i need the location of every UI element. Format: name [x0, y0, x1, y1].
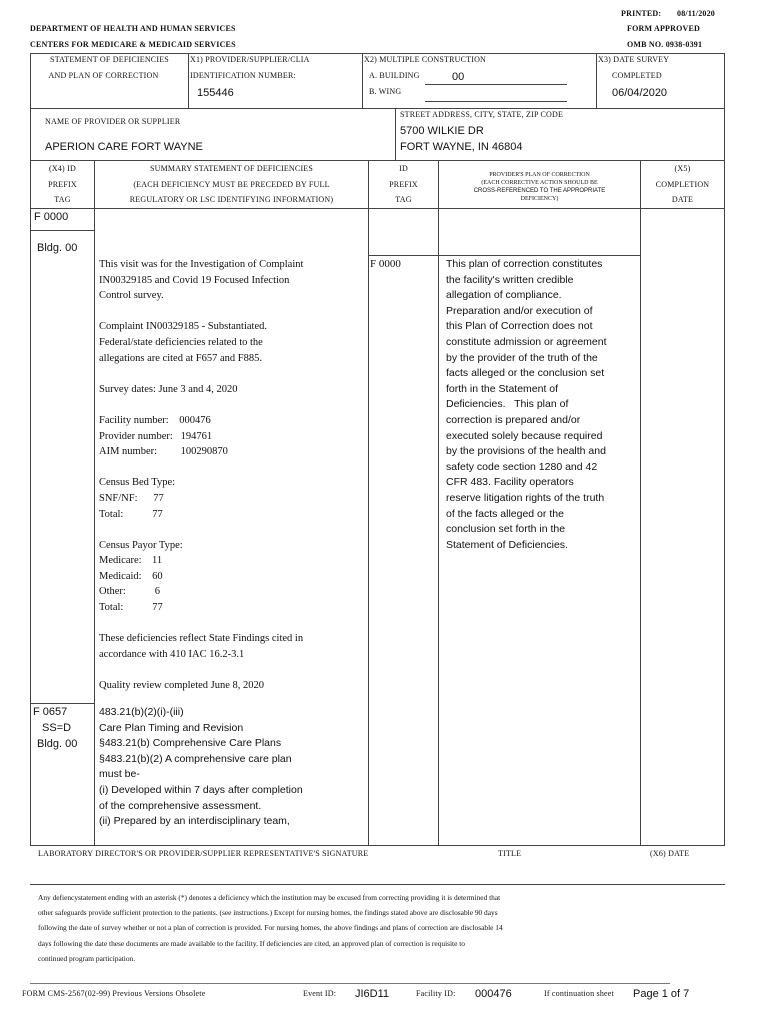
- signature-label: LABORATORY DIRECTOR'S OR PROVIDER/SUPPLIER REPRESENTATIVE'S SIGNATURE: [38, 849, 369, 858]
- summary-line: [99, 662, 303, 678]
- plan-line: forth in the Statement of: [446, 382, 559, 395]
- plan-line: by the provisions of the health and: [446, 445, 606, 458]
- plan-line: of the facts alleged or the: [446, 507, 564, 520]
- summary-line: Total: 77: [99, 602, 163, 614]
- x5-label: (X5): [674, 164, 691, 173]
- summary-line: These deficiencies reflect State Findings cited in: [99, 633, 304, 645]
- plan-of-correction-text: [446, 257, 607, 553]
- plan-header-4: DEFICIENCY): [520, 196, 559, 202]
- id-prefix-label: PREFIX: [389, 180, 418, 189]
- plan-line: Statement of Deficiencies.: [446, 538, 568, 551]
- summary-line: Federal/state deficiencies related to the: [99, 336, 263, 348]
- plan-line: Deficiencies. This plan of: [446, 398, 569, 411]
- printed-label: PRINTED:: [621, 9, 662, 18]
- printed-date: 08/11/2020: [677, 9, 716, 18]
- summary-line: Complaint IN00329185 - Substantiated.: [99, 321, 267, 333]
- summary-line: Other: 6: [99, 586, 160, 598]
- regulation-line: 483.21(b)(2)(i)-(iii): [99, 706, 184, 718]
- plan-line: CFR 483. Facility operators: [446, 476, 574, 489]
- x4-id-label: (X4) ID: [49, 164, 76, 173]
- regulation-line: §483.21(b) Comprehensive Care Plans: [99, 737, 282, 750]
- statement-label-1: STATEMENT OF DEFICIENCIES: [50, 55, 169, 64]
- summary-header-2: (EACH DEFICIENCY MUST BE PRECEDED BY FULL: [133, 180, 330, 189]
- omb-number: OMB NO. 0938-0391: [627, 40, 703, 49]
- x6-date-label: (X6) DATE: [650, 849, 690, 858]
- regulation-line: Care Plan Timing and Revision: [99, 721, 244, 734]
- plan-line: constitute admission or agreement: [446, 335, 607, 348]
- x5-completion-label: COMPLETION: [655, 180, 710, 189]
- plan-header-3: CROSS-REFERENCED TO THE APPROPRIATE: [473, 188, 606, 194]
- disclaimer-line: days following the date these documents are made available to the facility. If deficiencies are cited, an approved plan of correction is requisite to: [38, 938, 465, 948]
- f657-regulation-text: [99, 705, 303, 830]
- title-label: TITLE: [498, 849, 522, 858]
- id-tag-label: TAG: [395, 195, 412, 204]
- summary-line: [99, 304, 303, 320]
- department-name: DEPARTMENT OF HEALTH AND HUMAN SERVICES: [30, 24, 236, 33]
- disclaimer: [38, 890, 503, 966]
- form-approved: FORM APPROVED: [627, 24, 701, 33]
- plan-header-2: (EACH CORRECTIVE ACTION SHOULD BE: [481, 180, 598, 186]
- event-id: JI6D11: [355, 988, 390, 1000]
- x1-label-1: X1) PROVIDER/SUPPLIER/CLIA: [190, 55, 310, 64]
- summary-header-1: SUMMARY STATEMENT OF DEFICIENCIES: [149, 164, 314, 173]
- summary-line: IN00329185 and Covid 19 Focused Infection: [99, 274, 290, 286]
- scope-severity: SS=D: [42, 722, 72, 734]
- plan-line: Preparation and/or execution of: [446, 304, 593, 317]
- bldg-00-f657: Bldg. 00: [37, 738, 78, 750]
- continuation-label: If continuation sheet: [544, 989, 614, 998]
- summary-line: Medicare: 11: [99, 555, 163, 567]
- summary-line: Control survey.: [99, 290, 164, 302]
- event-id-label: Event ID:: [303, 989, 337, 998]
- summary-line: Survey dates: June 3 and 4, 2020: [99, 383, 238, 395]
- survey-completed-date: 06/04/2020: [612, 87, 668, 99]
- multiple-construction-label: X2) MULTIPLE CONSTRUCTION: [364, 55, 487, 64]
- form-number: FORM CMS-2567(02-99) Previous Versions Obsolete: [22, 989, 206, 998]
- id-label: ID: [399, 164, 408, 173]
- provider-id: 155446: [197, 87, 234, 99]
- regulation-line: (ii) Prepared by an interdisciplinary team,: [99, 815, 290, 828]
- provider-name: APERION CARE FORT WAYNE: [45, 141, 203, 153]
- x4-prefix-label: PREFIX: [48, 180, 77, 189]
- id-tag-f0000: F 0000: [370, 258, 401, 270]
- address-label: STREET ADDRESS, CITY, STATE, ZIP CODE: [400, 110, 564, 119]
- summary-header-3: REGULATORY OR LSC IDENTIFYING INFORMATION): [129, 195, 334, 204]
- summary-line: Census Bed Type:: [99, 477, 176, 489]
- building-value: 00: [452, 71, 465, 83]
- plan-line: executed solely because required: [446, 429, 603, 442]
- summary-line: AIM number: 100290870: [99, 446, 228, 458]
- regulation-line: §483.21(b)(2) A comprehensive care plan: [99, 752, 292, 765]
- summary-line: Quality review completed June 8, 2020: [99, 680, 265, 692]
- facility-id-label: Facility ID:: [416, 989, 456, 998]
- disclaimer-line: continued program participation.: [38, 953, 136, 963]
- summary-line: Total: 77: [99, 508, 163, 520]
- plan-line: the facility's written credible: [446, 273, 574, 286]
- plan-line: facts alleged or the conclusion set: [446, 367, 605, 380]
- summary-line: Provider number: 194761: [99, 430, 213, 442]
- plan-line: reserve litigation rights of the truth: [446, 491, 605, 504]
- address-line-2: FORT WAYNE, IN 46804: [400, 141, 523, 153]
- summary-line: This visit was for the Investigation of Complaint: [99, 259, 304, 270]
- tag-f0000: F 0000: [34, 211, 69, 223]
- plan-line: safety code section 1280 and 42: [446, 460, 598, 473]
- provider-name-label: NAME OF PROVIDER OR SUPPLIER: [45, 117, 181, 126]
- summary-line: [99, 460, 303, 476]
- regulation-line: of the comprehensive assessment.: [99, 799, 262, 812]
- summary-line: allegations are cited at F657 and F885.: [99, 352, 263, 364]
- disclaimer-line: following the date of survey whether or not a plan of correction is provided. For nursing homes, the above findings and plans of correction are disclosable 14: [38, 923, 503, 933]
- summary-line: [99, 522, 303, 538]
- x5-date-label: DATE: [671, 195, 694, 204]
- date-survey-label-2: COMPLETED: [612, 71, 662, 80]
- centers-name: CENTERS FOR MEDICARE & MEDICAID SERVICES: [30, 40, 236, 49]
- plan-line: by the provider of the truth of the: [446, 351, 598, 364]
- x1-label-2: IDENTIFICATION NUMBER:: [190, 71, 296, 80]
- summary-line: SNF/NF: 77: [99, 492, 164, 504]
- summary-line: [99, 366, 303, 382]
- regulation-line: must be-: [99, 768, 140, 781]
- page-number: Page 1 of 7: [633, 988, 690, 1000]
- plan-header-1: PROVIDER'S PLAN OF CORRECTION: [489, 172, 590, 178]
- plan-line: correction is prepared and/or: [446, 413, 581, 426]
- date-survey-label-1: X3) DATE SURVEY: [598, 55, 670, 64]
- bldg-00: Bldg. 00: [37, 242, 78, 254]
- address-line-1: 5700 WILKIE DR: [400, 125, 484, 137]
- tag-f0657: F 0657: [33, 706, 68, 718]
- summary-line: [99, 397, 303, 413]
- summary-text: [99, 257, 303, 694]
- summary-line: Facility number: 000476: [99, 414, 211, 426]
- plan-line: allegation of compliance.: [446, 289, 562, 302]
- plan-line: This plan of correction constitutes: [446, 258, 603, 270]
- disclaimer-line: Any defiencystatement ending with an asterisk (*) denotes a deficiency which the institution may be excused from correcting providing it is determined that: [38, 893, 501, 902]
- regulation-line: (i) Developed within 7 days after completion: [99, 783, 303, 796]
- plan-line: this Plan of Correction does not: [446, 320, 593, 333]
- summary-line: [99, 616, 303, 632]
- facility-id: 000476: [475, 988, 512, 1000]
- building-label: A. BUILDING: [369, 71, 420, 80]
- summary-line: Census Payor Type:: [99, 539, 183, 551]
- summary-line: accordance with 410 IAC 16.2-3.1: [99, 648, 245, 660]
- plan-line: conclusion set forth in the: [446, 523, 566, 536]
- statement-label-2: AND PLAN OF CORRECTION: [48, 71, 159, 80]
- disclaimer-line: other safeguards provide sufficient protection to the patients. (see instructions.) Except for nursing homes, the findings stated above are disclosable 90 days: [38, 908, 498, 918]
- summary-line: Medicaid: 60: [99, 570, 163, 582]
- wing-label: B. WING: [369, 87, 402, 96]
- x4-tag-label: TAG: [54, 195, 71, 204]
